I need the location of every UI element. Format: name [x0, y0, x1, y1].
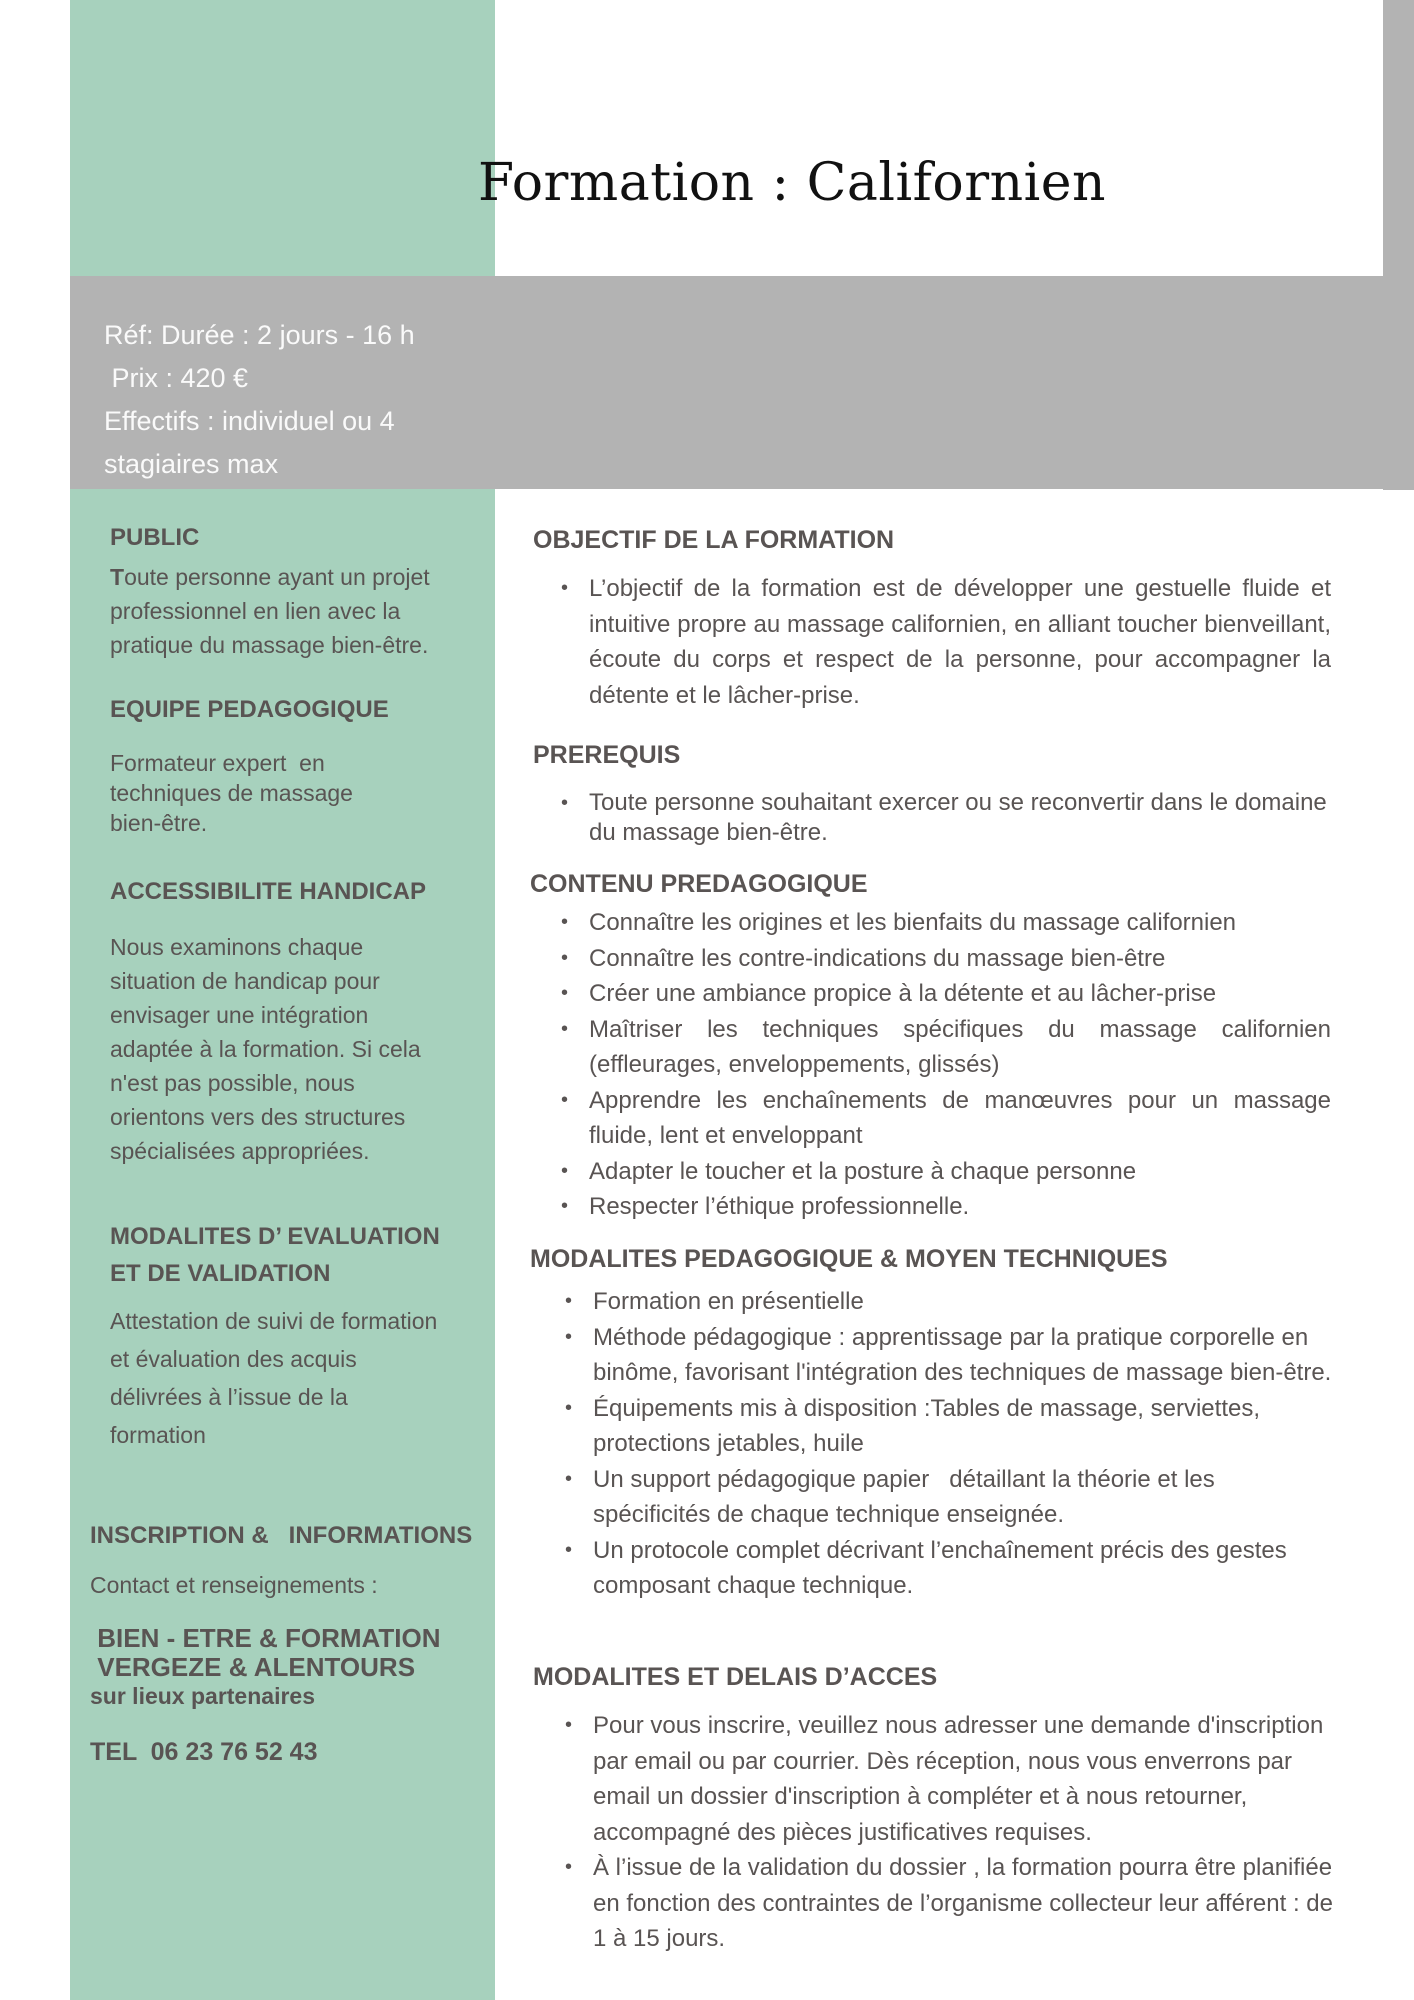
- organisation: [90, 1624, 490, 1711]
- list-item: • Un protocole complet décrivant l’enchaînement précis des gestes composant chaque technique.: [593, 1533, 1353, 1604]
- page-title: Formation : Californien: [478, 152, 1106, 213]
- list-item: • Pour vous inscrire, veuillez nous adresser une demande d'inscription par email ou par courrier. Dès réception, nous vous enverrons par email un dossier d'inscription à compléter et à nous retourner, accompagné des pièces justificatives requises.: [593, 1708, 1333, 1850]
- list-item: • Formation en présentielle: [593, 1284, 1353, 1320]
- list-item: • Maîtriser les techniques spécifiques du massage californien (effleurages, enveloppements, glissés): [589, 1012, 1331, 1083]
- summary-price: Prix : 420 €: [104, 363, 249, 393]
- modalites-peda-list: [530, 1284, 1353, 1604]
- sidebar-equipe: [110, 692, 480, 838]
- objectif-list: [533, 571, 1331, 713]
- phone-number: TEL 06 23 76 52 43: [90, 1738, 318, 1766]
- acces-list: [533, 1708, 1333, 1957]
- public-heading: PUBLIC: [110, 524, 200, 551]
- evaluation-text: Attestation de suivi de formation et évaluation des acquis délivrées à l’issue de la formation: [110, 1308, 438, 1448]
- evaluation-heading-1: MODALITES D’ EVALUATION: [110, 1223, 440, 1250]
- list-item: • Créer une ambiance propice à la détente et au lâcher-prise: [589, 976, 1331, 1012]
- acces-heading: MODALITES ET DELAIS D’ACCES: [533, 1663, 938, 1691]
- org-line-2: VERGEZE & ALENTOURS: [90, 1652, 416, 1682]
- public-text: [110, 560, 480, 662]
- list-item: • Connaître les contre-indications du massage bien-être: [589, 941, 1331, 977]
- summary-headcount: Effectifs : individuel ou 4: [104, 406, 395, 436]
- section-objectif: [533, 523, 1333, 713]
- list-item: • Apprendre les enchaînements de manœuvres pour un massage fluide, lent et enveloppant: [589, 1083, 1331, 1154]
- list-item: • Équipements mis à disposition :Tables de massage, serviettes, protections jetables, huile: [593, 1391, 1293, 1462]
- equipe-line-2: techniques de massage: [110, 780, 353, 806]
- modalites-peda-heading: MODALITES PEDAGOGIQUE & MOYEN TECHNIQUES: [530, 1245, 1168, 1273]
- summary-info: [104, 314, 415, 486]
- list-item: • Toute personne souhaitant exercer ou se reconvertir dans le domaine du massage bien-être.: [589, 788, 1331, 848]
- list-item: • Connaître les origines et les bienfaits du massage californien: [589, 905, 1331, 941]
- summary-duration: Réf: Durée : 2 jours - 16 h: [104, 320, 415, 350]
- contenu-heading: CONTENU PREDAGOGIQUE: [530, 870, 868, 898]
- prerequis-list: [533, 788, 1331, 848]
- list-item: • À l’issue de la validation du dossier , la formation pourra être planifiée en fonction des contraintes de l’organisme collecteur leur afférent : de 1 à 15 jours.: [593, 1850, 1333, 1957]
- drop-letter: T: [110, 564, 125, 590]
- equipe-line-1: Formateur expert en: [110, 750, 325, 776]
- accessibilite-heading: ACCESSIBILITE HANDICAP: [110, 878, 427, 905]
- equipe-heading: EQUIPE PEDAGOGIQUE: [110, 696, 389, 723]
- section-modalites-pedagogiques: [530, 1242, 1330, 1604]
- prerequis-heading: PREREQUIS: [533, 741, 681, 769]
- list-item: • L’objectif de la formation est de développer une gestuelle fluide et intuitive propre au massage californien, en alliant toucher bienveillant, écoute du corps et respect de la personne, pour accompagner la détente et le lâcher-prise.: [589, 571, 1331, 713]
- list-item: • Un support pédagogique papier détaillant la théorie et les spécificités de chaque technique enseignée.: [593, 1462, 1293, 1533]
- objectif-heading: OBJECTIF DE LA FORMATION: [533, 526, 895, 554]
- public-body: oute personne ayant un projet professionnel en lien avec la pratique du massage bien-être.: [110, 564, 430, 658]
- section-acces: [533, 1660, 1333, 1957]
- sidebar-public: [110, 520, 480, 662]
- list-item: • Méthode pédagogique : apprentissage par la pratique corporelle en binôme, favorisant l'intégration des techniques de massage bien-être.: [593, 1320, 1353, 1391]
- sidebar-inscription: [90, 1518, 490, 1767]
- contact-label: Contact et renseignements :: [90, 1572, 378, 1598]
- contenu-list: [530, 905, 1331, 1225]
- equipe-line-3: bien-être.: [110, 810, 208, 836]
- list-item: • Adapter le toucher et la posture à chaque personne: [589, 1154, 1331, 1190]
- sidebar-accessibilite: [110, 874, 480, 1168]
- org-line-3: sur lieux partenaires: [90, 1683, 315, 1709]
- summary-headcount-cont: stagiaires max: [104, 449, 279, 479]
- list-item: • Respecter l’éthique professionnelle.: [589, 1189, 1331, 1225]
- org-line-1: BIEN - ETRE & FORMATION: [90, 1623, 441, 1653]
- section-prerequis: [533, 738, 1333, 848]
- sidebar-evaluation: [110, 1218, 480, 1454]
- section-contenu: [530, 867, 1330, 1225]
- accessibilite-text: Nous examinons chaque situation de handicap pour envisager une intégration adaptée à la formation. Si cela n'est pas possible, nous orientons vers des structures spécialisées appropriées.: [110, 934, 421, 1164]
- inscription-heading: INSCRIPTION & INFORMATIONS: [90, 1522, 473, 1549]
- evaluation-heading-2: ET DE VALIDATION: [110, 1260, 331, 1287]
